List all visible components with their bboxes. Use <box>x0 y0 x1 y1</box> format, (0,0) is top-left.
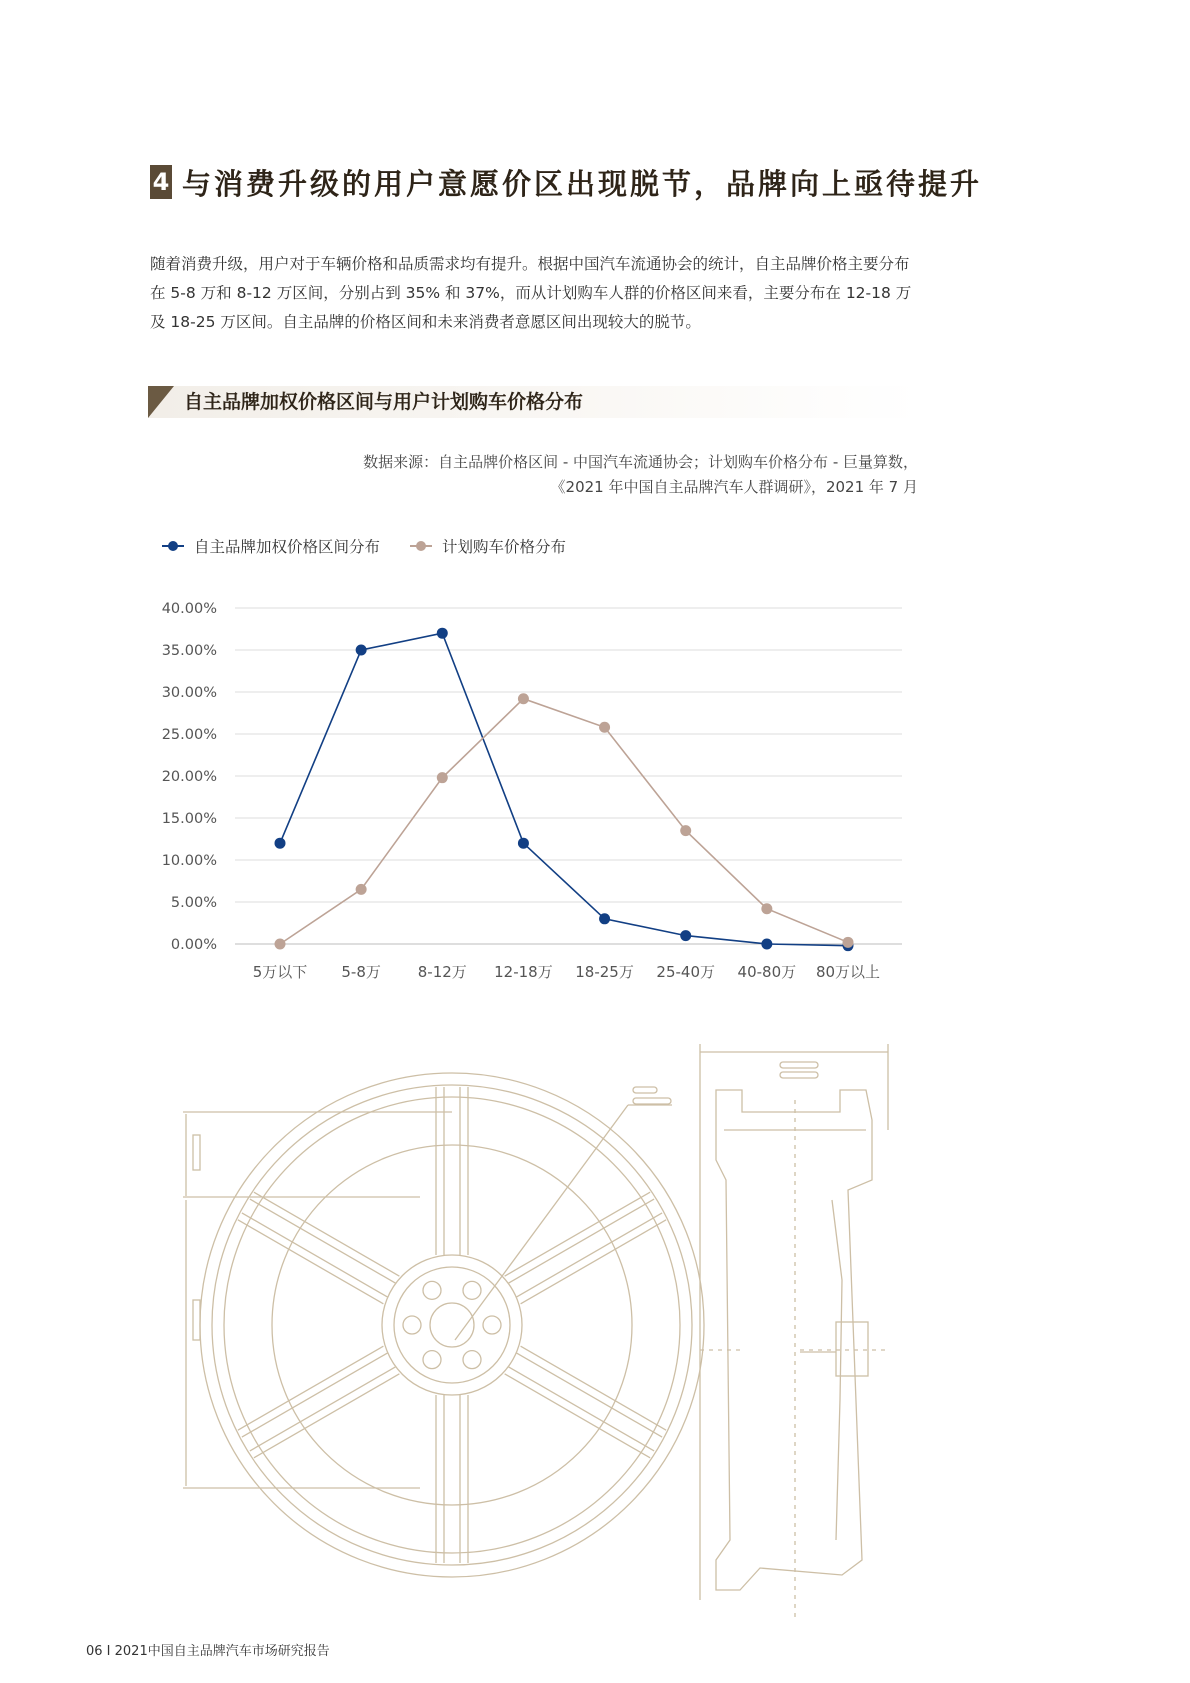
x-tick-label: 5-8万 <box>341 963 381 981</box>
x-tick-label: 18-25万 <box>575 963 634 981</box>
y-tick-label: 10.00% <box>161 853 217 869</box>
y-tick-label: 25.00% <box>161 727 217 743</box>
y-tick-label: 30.00% <box>161 685 217 701</box>
y-tick-label: 40.00% <box>161 601 217 617</box>
intro-paragraph: 随着消费升级，用户对于车辆价格和品质需求均有提升。根据中国汽车流通协会的统计，自主品牌价格主要分布在 5-8 万和 8-12 万区间，分别占到 35% 和 37%，而从计划购车人群的价格区间来看，主要分布在 12-18 万及 18-25 万区间。自主品牌的价格区间和未来消费者意愿区间出现较大的脱节。 <box>150 255 912 331</box>
data-source-line-1: 数据来源：自主品牌价格区间 - 中国汽车流通协会；计划购车价格分布 - 巨量算数， <box>363 453 918 471</box>
x-tick-label: 80万以上 <box>815 963 881 981</box>
data-source-line-2: 《2021 年中国自主品牌汽车人群调研》，2021 年 7 月 <box>550 478 918 496</box>
y-tick-label: 20.00% <box>161 769 217 785</box>
legend-label-plan: 计划购车价格分布 <box>442 538 567 556</box>
wheel-line-art <box>183 1073 704 1577</box>
y-tick-label: 15.00% <box>161 811 217 827</box>
x-tick-label: 40-80万 <box>737 963 797 981</box>
page-footer: 06 I 2021中国自主品牌汽车市场研究报告 <box>86 1644 330 1659</box>
y-tick-label: 35.00% <box>161 643 217 659</box>
x-tick-label: 12-18万 <box>494 963 553 981</box>
y-tick-label: 0.00% <box>170 937 217 953</box>
rim-section-line-art <box>700 1044 890 1620</box>
x-tick-label: 25-40万 <box>656 963 716 981</box>
x-tick-label: 8-12万 <box>417 963 467 981</box>
legend-label-brand: 自主品牌加权价格区间分布 <box>194 538 381 556</box>
y-tick-label: 5.00% <box>170 895 217 911</box>
x-tick-label: 5万以下 <box>252 963 308 981</box>
section-number-badge: 4 <box>150 165 172 199</box>
subsection-title: 自主品牌加权价格区间与用户计划购车价格分布 <box>184 391 584 413</box>
section-title: 与消费升级的用户意愿价区出现脱节，品牌向上亟待提升 <box>182 166 983 201</box>
